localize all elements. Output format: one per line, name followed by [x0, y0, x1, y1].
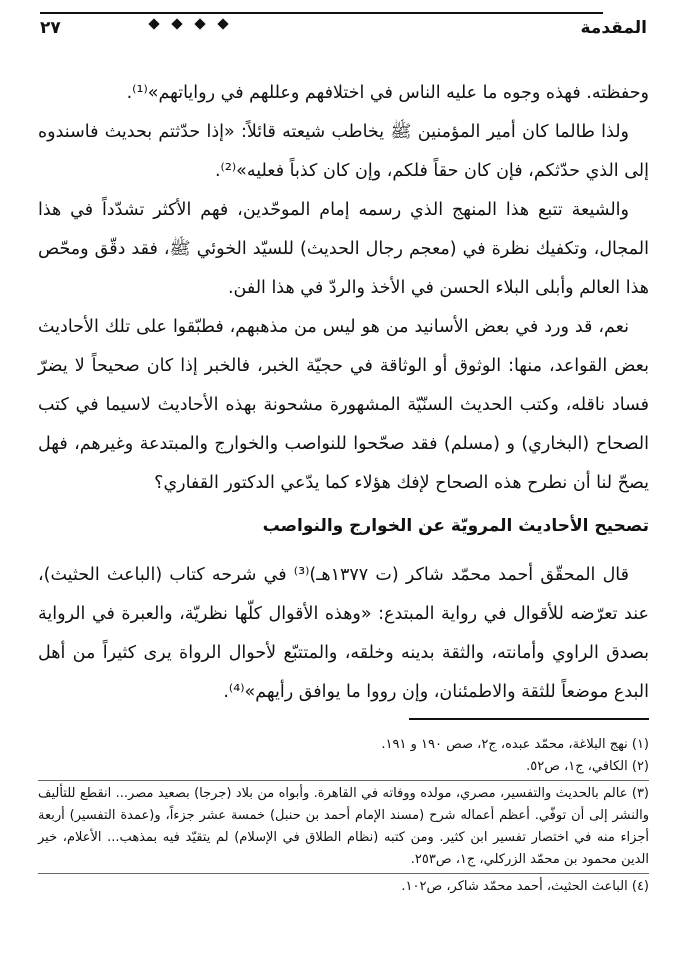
footnote: (٣) عالم بالحديث والتفسير، مصري، مولده ووفاته في القاهرة. وأبواه من بلاد (جرجا) بصعيد مصر... انقطع للتأليف والنشر إلى أن توفّي. أعظم أعماله شرح (مسند الإمام أحمد بن حنبل) خمسة عشر جزءاً، و(عمدة التفسير) أربعة أجزاء منه في اختصار تفسير ابن كثير. ومن كتبه (نظام الطلاق في الإسلام) لم يتقيّد فيه بمذهب... الأعلام، خير الدين محمود بن محمّد الزركلي، ج١، ص٢٥٣. — [38, 786, 649, 867]
footnote: (٤) الباعث الحثيث، أحمد محمّد شاكر، ص١٠٢. — [401, 879, 649, 894]
footnote-separator — [38, 873, 649, 874]
ornament-diamond — [217, 18, 228, 29]
running-title: المقدمة — [580, 18, 647, 38]
page-header — [40, 18, 647, 58]
section-text — [38, 556, 649, 712]
main-text — [38, 74, 649, 503]
footnote-rule — [409, 718, 649, 720]
ornament-diamond — [171, 18, 182, 29]
section-heading: تصحيح الأحاديث المرويّة عن الخوارج والنواصب — [262, 516, 649, 536]
footnote-separator — [38, 780, 649, 781]
paragraph: قال المحقّق أحمد محمّد شاكر (ت ١٣٧٧هـ)⁽³⁾ في شرحه كتاب (الباعث الحثيث)، عند تعرّضه للأقوال في رواية المبتدع: «وهذه الأقوال كلّها نظريّة، والعبرة في الرواية بصدق الراوي وأمانته، والثقة بدينه وخلقه، والمتتبّع لأحوال الرواة يرى كثيراً من أهل البدع موضعاً للثقة والاطمئنان، وإن رووا ما يوافق رأيهم»⁽⁴⁾. — [38, 565, 649, 702]
ornament-diamond — [148, 18, 159, 29]
footnote: (١) نهج البلاغة، محمّد عبده، ج٢، صص ١٩٠ و ١٩١. — [381, 737, 649, 752]
header-rule — [40, 12, 603, 14]
footnotes — [38, 734, 649, 898]
paragraph: نعم، قد ورد في بعض الأسانيد من هو ليس من مذهبهم، فطبّقوا على تلك الأحاديث بعض القواعد، منها: الوثوق أو الوثاقة في حجيّة الخبر، فالخبر إذا كان صحيحاً لا يضرّ فساد ناقله، وكتب الحديث السنّيّة المشهورة مشحونة بهذه الأحاديث لاسيما في كتب الصحاح (البخاري) و (مسلم) فقد صحّحوا للنواصب والخوارج والمبتدعة وغيرهم، فهل يصحّ لنا أن نطرح هذه الصحاح لإفك هؤلاء كما يدّعي الدكتور القفاري؟ — [38, 317, 649, 493]
footnote: (٢) الكافي، ج١، ص٥٢. — [526, 759, 649, 774]
page-number: ٢٧ — [40, 18, 61, 38]
paragraph: وحفظته. فهذه وجوه ما عليه الناس في اختلافهم وعللهم في رواياتهم»⁽¹⁾. — [126, 83, 649, 103]
paragraph: ولذا طالما كان أمير المؤمنين ﷺ يخاطب شيعته قائلاً: «إذا حدّثتم بحديث فاسندوه إلى الذي حدّثكم، فإن كان حقاً فلكم، وإن كان كذباً فعليه»⁽²⁾. — [38, 122, 649, 181]
paragraph: والشيعة تتبع هذا المنهج الذي رسمه إمام الموحّدين، فهم الأكثر تشدّداً في هذا المجال، وتكفيك نظرة في (معجم رجال الحديث) للسيّد الخوئي ﷺ، فقد دقّق ومحّص هذا العالم وأبلى البلاء الحسن في الأخذ والردّ في هذا الفن. — [38, 200, 649, 298]
ornament-diamond — [194, 18, 205, 29]
header-ornament — [150, 20, 227, 28]
